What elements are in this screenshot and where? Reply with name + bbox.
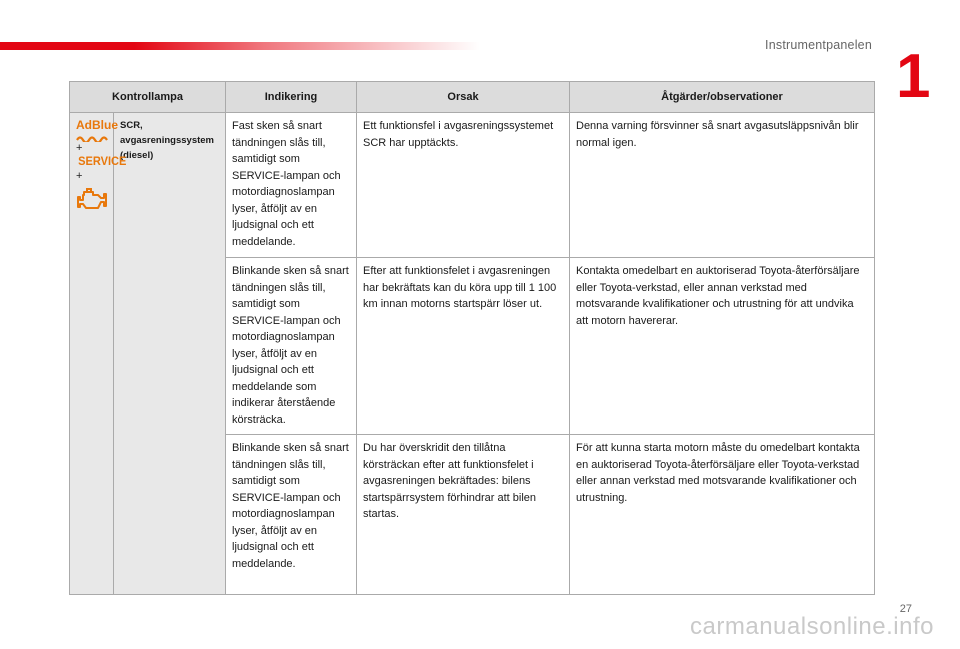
- indikering-cell: Blinkande sken så snart tändningen slås till, samtidigt som SERVICE-lampan och motordiagnoslampan lyser, åtföljt av en ljudsignal och ett meddelande som indikerar återstående körsträcka.: [226, 258, 357, 435]
- service-icon: SERVICE: [78, 153, 127, 168]
- adblue-wave-icon: [76, 135, 110, 142]
- orsak-cell: Ett funktionsfel i avgasreningssystemet SCR har upptäckts.: [357, 113, 570, 258]
- table-header-row: [70, 82, 875, 113]
- red-header-stripe: [0, 42, 480, 50]
- atgard-cell: För att kunna starta motorn måste du omedelbart kontakta en auktoriserad Toyota-återförsäljare eller Toyota-verkstad eller annan verkstad med motsvarande kvalifikationer och utrustning.: [570, 435, 875, 595]
- column-header-atgarder: Åtgärder/observationer: [570, 82, 875, 113]
- lamp-name: SCR, avgasreningssystem (diesel): [120, 120, 214, 161]
- table-row: [70, 113, 875, 258]
- column-header-indikering: Indikering: [226, 82, 357, 113]
- plus-sign: +: [76, 170, 83, 182]
- warning-lamp-table: [69, 81, 875, 595]
- atgard-cell: Denna varning försvinner så snart avgasutsläppsnivån blir normal igen.: [570, 113, 875, 258]
- lamp-icons-cell: [70, 113, 127, 595]
- lamp-name-cell: [114, 113, 226, 595]
- section-title: Instrumentpanelen: [765, 38, 872, 52]
- orsak-cell: Efter att funktionsfelet i avgasreningen har bekräftats kan du köra upp till 1 100 km innan motorns startspärr löser ut.: [357, 258, 570, 435]
- indikering-cell: Fast sken så snart tändningen slås till, samtidigt som SERVICE-lampan och motordiagnoslampan lyser, åtföljt av en ljudsignal och ett meddelande.: [226, 113, 357, 258]
- column-header-orsak: Orsak: [357, 82, 570, 113]
- chapter-number: 1: [896, 42, 931, 111]
- adblue-icon: AdBlue: [76, 118, 107, 142]
- watermark: carmanualsonline.info: [690, 613, 934, 640]
- orsak-cell: Du har överskridit den tillåtna körsträckan efter att funktionsfelet i avgasreningen bekräftades: bilens startspärrsystem förhindrar att bilen startas.: [357, 435, 570, 595]
- column-header-kontrollampa: Kontrollampa: [70, 82, 226, 113]
- engine-check-icon: [76, 188, 108, 212]
- atgard-cell: Kontakta omedelbart en auktoriserad Toyota-återförsäljare eller Toyota-verkstad, eller annan verkstad med motsvarande kvalifikationer och utrustning för att undvika att motorn havererar.: [570, 258, 875, 435]
- page-number: 27: [899, 603, 912, 615]
- indikering-cell: Blinkande sken så snart tändningen slås till, samtidigt som SERVICE-lampan och motordiagnoslampan lyser, åtföljt av en ljudsignal och ett meddelande.: [226, 435, 357, 595]
- plus-sign: +: [76, 141, 83, 154]
